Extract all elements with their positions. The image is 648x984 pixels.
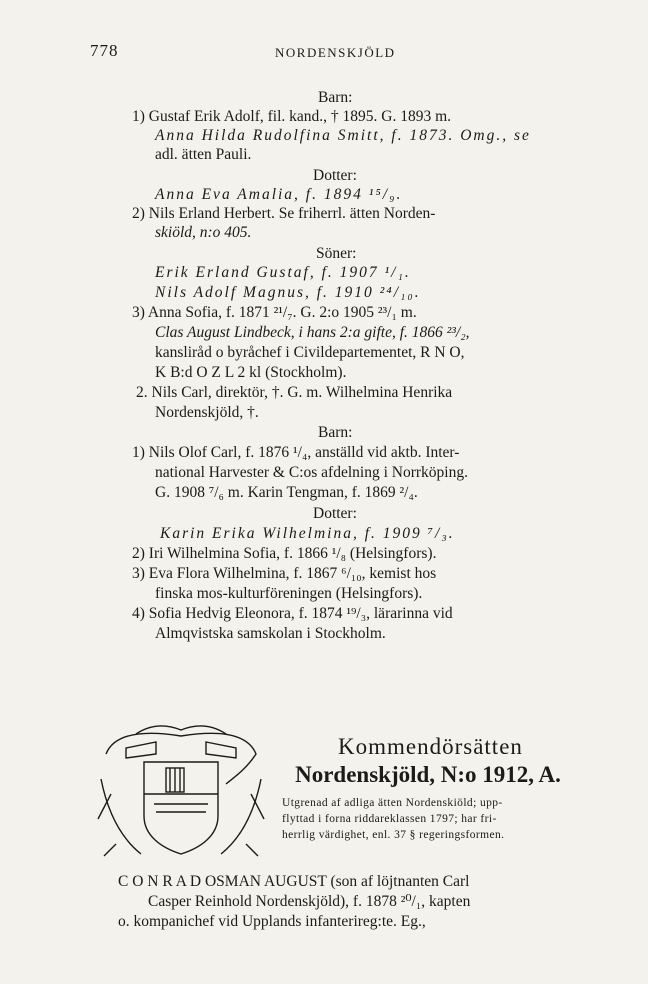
- entry-line: kansliråd o byråchef i Civildepartementet, R N O,: [155, 344, 465, 361]
- entry-line: adl. ätten Pauli.: [155, 146, 252, 163]
- family-title: Kommendörsätten: [338, 734, 523, 759]
- heading-soner: Söner:: [316, 245, 357, 262]
- entry-line: Nordenskjöld, †.: [155, 404, 259, 421]
- entry-line: Karin Erika Wilhelmina, f. 1909 ⁷/₃.: [160, 525, 455, 542]
- heading-dotter: Dotter:: [313, 505, 357, 522]
- entry-line: Anna Hilda Rudolfina Smitt, f. 1873. Omg., se: [155, 127, 531, 144]
- entry-line: 2) Iri Wilhelmina Sofia, f. 1866 ¹/₈ (Helsingfors).: [132, 545, 437, 562]
- entry-line: skiöld, n:o 405.: [155, 224, 252, 241]
- footer-line: C O N R A D OSMAN AUGUST (son af löjtnanten Carl: [118, 873, 470, 890]
- entry-line: finska mos-kulturföreningen (Helsingfors).: [155, 585, 423, 602]
- entry-line: 1) Gustaf Erik Adolf, fil. kand., † 1895. G. 1893 m.: [132, 108, 452, 125]
- heading-barn: Barn:: [318, 89, 353, 106]
- entry-line: Anna Eva Amalia, f. 1894 ¹⁵/₉.: [155, 186, 403, 203]
- heading-barn: Barn:: [318, 424, 353, 441]
- entry-line: 3) Eva Flora Wilhelmina, f. 1867 ⁶/₁₀, kemist hos: [132, 565, 437, 582]
- entry-line: 3) Anna Sofia, f. 1871 ²¹/₇. G. 2:o 1905 ²³/₁ m.: [132, 304, 417, 321]
- entry-line: national Harvester & C:os afdelning i Norrköping.: [155, 464, 468, 481]
- family-description: herrlig värdighet, enl. 37 § regeringsformen.: [282, 829, 505, 841]
- entry-line: Almqvistska samskolan i Stockholm.: [155, 625, 386, 642]
- entry-line: 4) Sofia Hedvig Eleonora, f. 1874 ¹⁹/₃, lärarinna vid: [132, 605, 453, 622]
- family-name: Nordenskjöld, N:o 1912, A.: [295, 762, 561, 787]
- page-number: 778: [90, 41, 119, 60]
- entry-line: 1) Nils Olof Carl, f. 1876 ¹/₄, anställd vid aktb. Inter-: [132, 444, 460, 461]
- coat-of-arms-icon: [96, 724, 266, 864]
- footer-line: Casper Reinhold Nordenskjöld), f. 1878 ²⁰/₁, kapten: [148, 893, 471, 910]
- family-description: flyttad i forna riddareklassen 1797; har fri-: [282, 813, 497, 825]
- footer-line: o. kompanichef vid Upplands infanterireg:te. Eg.,: [118, 913, 426, 930]
- family-description: Utgrenad af adliga ätten Nordenskiöld; upp-: [282, 797, 503, 809]
- entry-line: 2) Nils Erland Herbert. Se friherrl. ätten Norden-: [132, 205, 436, 222]
- entry-line: Clas August Lindbeck, i hans 2:a gifte, f. 1866 ²³/₂,: [155, 324, 470, 341]
- entry-line: Erik Erland Gustaf, f. 1907 ¹/₁.: [155, 264, 411, 281]
- entry-line: 2. Nils Carl, direktör, †. G. m. Wilhelmina Henrika: [136, 384, 453, 401]
- entry-line: K B:d O Z L 2 kl (Stockholm).: [155, 364, 347, 381]
- entry-line: G. 1908 ⁷/₆ m. Karin Tengman, f. 1869 ²/₄.: [155, 484, 418, 501]
- entry-line: Nils Adolf Magnus, f. 1910 ²⁴/₁₀.: [155, 284, 421, 301]
- heading-dotter: Dotter:: [313, 167, 357, 184]
- running-head: NORDENSKJÖLD: [275, 45, 396, 60]
